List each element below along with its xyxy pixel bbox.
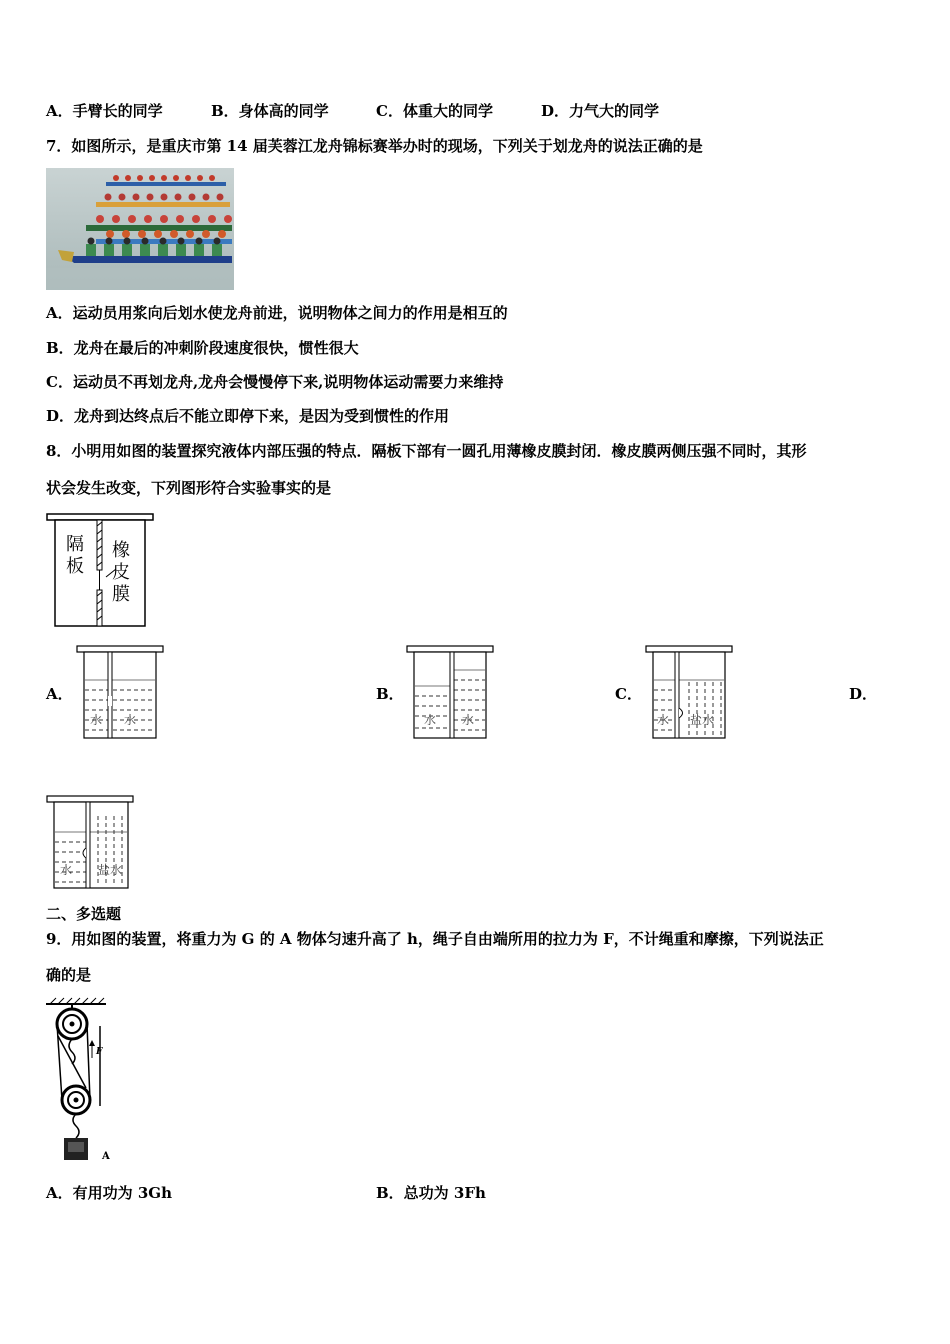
membrane-label-3: 膜 [112,584,130,605]
q8-c-left-liquid: 水 [657,713,670,727]
q8-apparatus-diagram [46,512,156,628]
q6-option-a: A．手臂长的同学 [46,102,163,120]
partition-label-1: 隔 [66,534,84,555]
q6-option-c: C．体重大的同学 [376,102,493,120]
q9-option-b: B．总功为 3Fh [376,1184,486,1202]
q8-option-b-diagram [406,644,496,742]
q8-b-left-liquid: 水 [424,713,437,727]
q8-option-d-letter: D． [849,685,878,703]
q8-a-left-liquid: 水 [90,713,103,727]
q8-stem-line1: 8．小明用如图的装置探究液体内部压强的特点．隔板下部有一圆孔用薄橡皮膜封闭．橡皮膜两侧压强不同时，其形 [46,442,807,460]
q8-option-a-letter: A． [46,685,73,703]
q8-d-left-liquid: 水 [60,863,73,877]
q6-option-b: B．身体高的同学 [211,102,329,120]
q8-a-right-liquid: 水 [124,713,137,727]
movable-pulley [62,1086,90,1114]
q9-option-a: A．有用功为 3Gh [46,1184,173,1202]
q8-d-right-liquid: 盐水 [98,863,123,877]
q7-option-c: C．运动员不再划龙舟,龙舟会慢慢停下来,说明物体运动需要力来维持 [46,373,504,391]
q7-option-b: B．龙舟在最后的冲刺阶段速度很快，惯性很大 [46,339,359,357]
section-title-multi-choice: 二、多选题 [46,905,122,923]
force-label: F [96,1047,103,1057]
q7-option-a: A．运动员用浆向后划水使龙舟前进，说明物体之间力的作用是相互的 [46,304,508,322]
q7-stem: 7．如图所示，是重庆市第 14 届芙蓉江龙舟锦标赛举办时的现场，下列关于划龙舟的说法正确的是 [46,137,703,155]
q6-option-d: D．力气大的同学 [541,102,660,120]
q7-option-d: D．龙舟到达终点后不能立即停下来，是因为受到惯性的作用 [46,407,450,425]
q9-stem-line2: 确的是 [46,966,92,984]
q8-option-c-diagram [645,644,735,742]
q8-option-d-diagram [46,794,138,892]
q8-option-c-letter: C． [615,685,642,703]
membrane-label-1: 橡 [112,540,130,561]
q8-b-right-liquid: 水 [462,713,475,727]
fixed-pulley [57,1009,87,1039]
q8-option-b-letter: B． [376,685,404,703]
q8-option-a-diagram [76,644,166,742]
membrane-label-2: 皮 [112,562,130,583]
dragon-boat-photo [46,168,234,290]
q9-stem-line1: 9．用如图的装置，将重力为 G 的 A 物体匀速升高了 h，绳子自由端所用的拉力为 F，不计绳重和摩擦，下列说法正 [46,930,824,948]
q8-stem-line2: 状会发生改变，下列图形符合实验事实的是 [46,479,332,497]
q8-c-right-liquid: 盐水 [690,713,715,727]
partition-label-2: 板 [66,556,84,577]
object-label: A [102,1151,110,1162]
q9-pulley-diagram [44,996,124,1164]
